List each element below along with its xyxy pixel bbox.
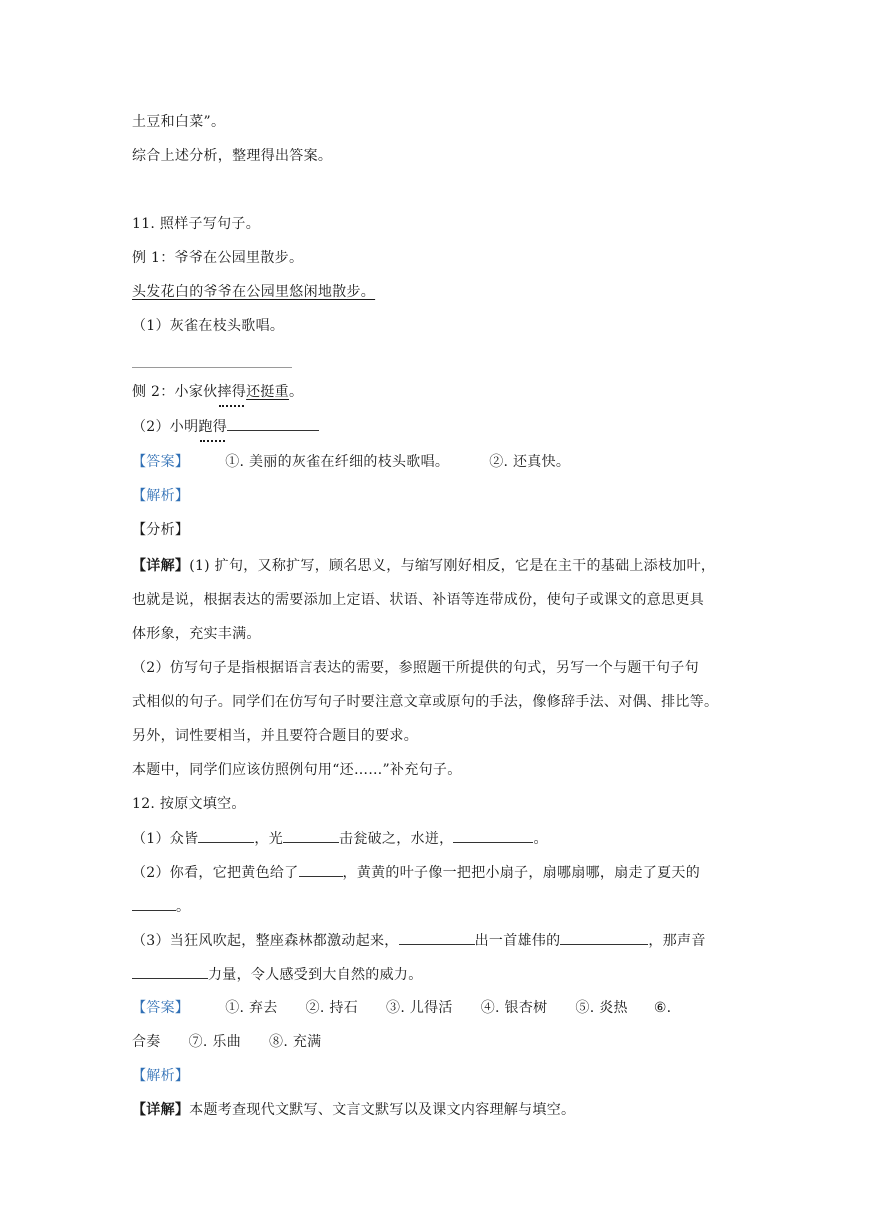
- fill-blank: [399, 930, 475, 945]
- detail-tag: 【详解】: [132, 1102, 190, 1118]
- fenxi-tag: 【分析】: [132, 522, 190, 538]
- answer-item: ⑥.: [653, 1000, 672, 1016]
- detail-line-1: [132, 556, 715, 576]
- question-12-title: 12. 按原文填空。: [132, 796, 246, 812]
- answer-blank-line: [132, 367, 292, 368]
- answer-item: ④. 银杏树: [480, 1000, 548, 1016]
- q12-1-text: 击瓮破之，水迸，: [339, 831, 454, 847]
- answer-item: ⑦. 乐曲: [188, 1034, 242, 1050]
- question-11-title: 11. 照样子写句子。: [132, 216, 261, 232]
- detail-text: (1) 扩句，又称扩写，顾名思义，与缩写刚好相反，它是在主干的基础上添枝加叶，: [189, 558, 716, 574]
- detail-line-7: 本题中，同学们应该仿照例句用“还……”补充句子。: [132, 762, 462, 778]
- fill-blank: [132, 896, 176, 911]
- fill-blank: [299, 862, 343, 877]
- analysis-tag: 【解析】: [132, 488, 190, 504]
- detail-line-6: 另外，词性要相当，并且要符合题目的要求。: [132, 728, 418, 744]
- q12-1-text: ，光: [254, 831, 284, 847]
- question-11-1: （1）灰雀在枝头歌唱。: [132, 318, 285, 334]
- example-1-label: 例 1：爷爷在公园里散步。: [132, 250, 304, 266]
- answer-item: ③. 儿得活: [386, 1000, 453, 1016]
- answer-item: ⑧. 充满: [269, 1034, 322, 1050]
- q12-2-text: ，黄黄的叶子像一把把小扇子，扇哪扇哪，扇走了夏天的: [342, 865, 701, 881]
- example-2-line: [132, 382, 303, 402]
- fill-blank: [283, 828, 339, 843]
- text-line: 土豆和白菜”。: [132, 114, 226, 130]
- answer-tag: 【答案】: [132, 1000, 190, 1016]
- question-12-3: [132, 930, 706, 951]
- detail-line-3: 体形象，充实丰满。: [132, 626, 261, 642]
- answer-item: ②. 持石: [305, 1000, 359, 1016]
- fill-blank: [198, 828, 254, 843]
- detail-tag: 【详解】: [132, 558, 190, 574]
- question-12-2: [132, 862, 700, 883]
- text-line: 综合上述分析，整理得出答案。: [132, 148, 333, 164]
- answer-tag: 【答案】: [132, 454, 190, 470]
- fill-blank: [227, 416, 319, 431]
- answer-line-11: [132, 452, 570, 472]
- answer-item: ①. 美丽的灰雀在纤细的枝头歌唱。: [225, 454, 450, 470]
- detail-line-4: （2）仿写句子是指根据语言表达的需要，参照题干所提供的句式，另写一个与题干句子句: [132, 660, 699, 676]
- question-11-2-dotted-word: 跑得: [198, 419, 228, 435]
- answer-item: 合奏: [132, 1034, 161, 1050]
- question-12-1: [132, 828, 548, 849]
- fill-blank: [560, 930, 648, 945]
- question-12-2-cont: [132, 896, 190, 917]
- example-2-underlined: 还挺重: [246, 384, 289, 400]
- detail-line-5: 式相似的句子。同学们在仿写句子时要注意文章或原句的手法，像修辞手法、对偶、排比等。: [132, 694, 719, 710]
- q12-3-text: （3）当狂风吹起，整座森林都激动起来，: [132, 933, 399, 949]
- analysis-tag: 【解析】: [132, 1068, 190, 1084]
- detail-line-2: 也就是说，根据表达的需要添加上定语、状语、补语等连带成份，使句子或课文的意思更具: [132, 592, 704, 608]
- answer-item: ①. 弃去: [225, 1000, 278, 1016]
- detail-line-12: [132, 1100, 575, 1120]
- example-2-prefix: 侧 2：小家伙: [132, 384, 218, 400]
- q12-3-text: ，那声音: [648, 933, 706, 949]
- q12-2-text: 。: [176, 899, 191, 915]
- question-11-2-prefix: （2）小明: [132, 419, 199, 435]
- q12-1-text: （1）众皆: [132, 831, 199, 847]
- question-12-3-cont: [132, 964, 423, 985]
- answer-line-12-cont: [132, 1032, 321, 1052]
- detail-text: 本题考查现代文默写、文言文默写以及课文内容理解与填空。: [189, 1102, 576, 1118]
- answer-item: ⑤. 炎热: [575, 1000, 628, 1016]
- question-11-2: [132, 416, 319, 437]
- q12-3-text: 力量，令人感受到大自然的威力。: [208, 967, 423, 983]
- fill-blank: [132, 964, 208, 979]
- answer-item: ②. 还真快。: [489, 454, 571, 470]
- example-1-answer: 头发花白的爷爷在公园里悠闲地散步。: [132, 284, 376, 300]
- q12-3-text: 出一首雄伟的: [474, 933, 561, 949]
- q12-1-text: 。: [533, 831, 548, 847]
- example-2-end: 。: [288, 384, 304, 400]
- q12-2-text: （2）你看，它把黄色给了: [132, 865, 299, 881]
- fill-blank: [453, 828, 533, 843]
- example-2-dotted-word: 摔得: [217, 384, 247, 400]
- answer-line-12: [132, 998, 671, 1018]
